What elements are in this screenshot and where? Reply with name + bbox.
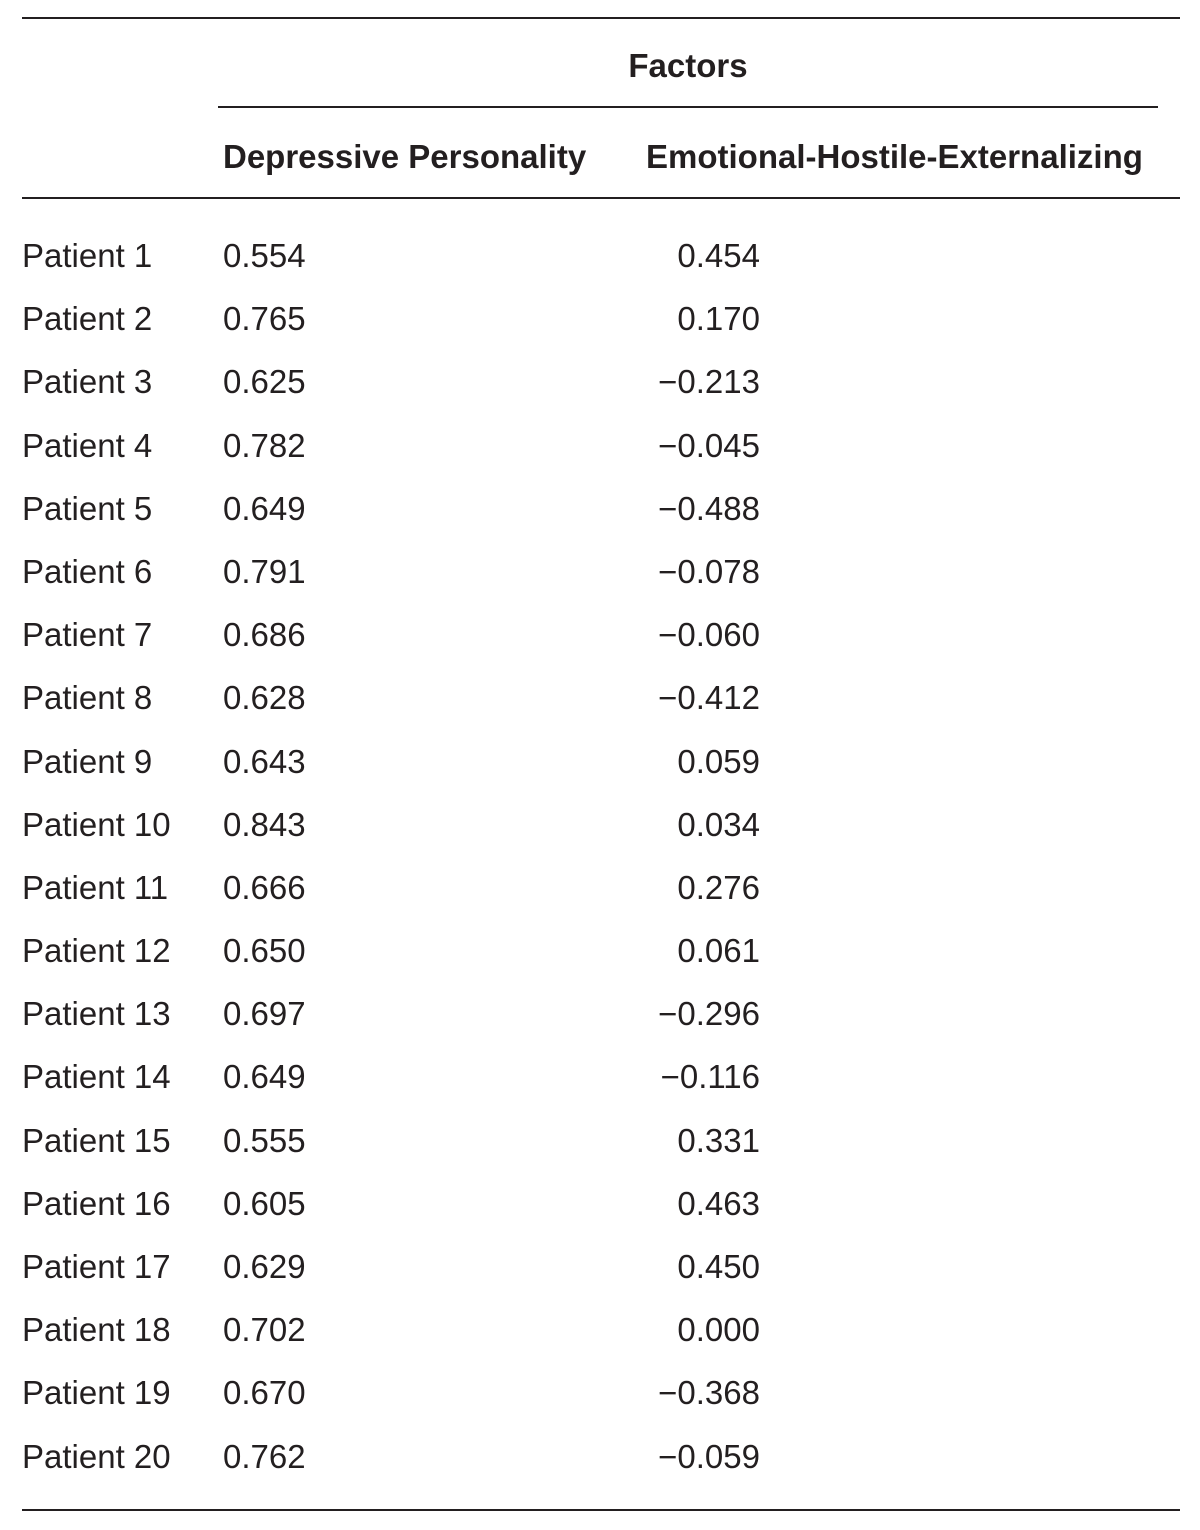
- depressive-personality-value: 0.782: [223, 426, 306, 464]
- column-header-depressive-personality: Depressive Personality: [223, 138, 587, 175]
- row-label: Patient 15: [22, 1121, 171, 1159]
- row-label: Patient 17: [22, 1248, 171, 1285]
- table-row: [0, 793, 1200, 856]
- table-row: [0, 919, 1200, 982]
- table-row: [0, 287, 1200, 350]
- emotional-hostile-externalizing-value: −0.412: [658, 679, 760, 717]
- depressive-personality-value: 0.554: [223, 237, 306, 274]
- bottom-rule: [22, 1509, 1180, 1511]
- column-header-emotional-hostile-externalizing: Emotional-Hostile-Externalizing: [646, 138, 1143, 175]
- depressive-personality-value: 0.650: [223, 932, 306, 970]
- table-row: [0, 414, 1200, 477]
- depressive-personality-value: 0.643: [223, 742, 306, 780]
- depressive-personality-value: 0.666: [223, 868, 306, 906]
- emotional-hostile-externalizing-value: 0.463: [677, 1184, 760, 1222]
- emotional-hostile-externalizing-value: −0.078: [658, 552, 760, 590]
- table-row: [0, 477, 1200, 540]
- emotional-hostile-externalizing-value: −0.060: [658, 616, 760, 654]
- emotional-hostile-externalizing-value: −0.488: [658, 489, 760, 527]
- row-label: Patient 12: [22, 932, 171, 970]
- spanner-rule: [218, 106, 1158, 108]
- row-label: Patient 3: [22, 363, 153, 401]
- depressive-personality-value: 0.605: [223, 1184, 306, 1222]
- depressive-personality-value: 0.670: [223, 1374, 306, 1412]
- row-label: Patient 4: [22, 426, 153, 464]
- depressive-personality-value: 0.791: [223, 552, 306, 590]
- depressive-personality-value: 0.762: [223, 1437, 306, 1475]
- table-row: [0, 1045, 1200, 1108]
- emotional-hostile-externalizing-value: 0.059: [677, 742, 760, 780]
- depressive-personality-value: 0.765: [223, 300, 306, 338]
- row-label: Patient 19: [22, 1374, 171, 1412]
- row-label: Patient 14: [22, 1058, 171, 1096]
- depressive-personality-value: 0.843: [223, 805, 306, 843]
- row-label: Patient 18: [22, 1311, 171, 1349]
- row-label: Patient 6: [22, 552, 153, 590]
- emotional-hostile-externalizing-value: −0.368: [658, 1374, 760, 1412]
- depressive-personality-value: 0.629: [223, 1248, 306, 1285]
- top-rule: [22, 17, 1180, 19]
- table-row: [0, 1235, 1200, 1298]
- emotional-hostile-externalizing-value: 0.000: [677, 1311, 760, 1349]
- table-row: [0, 1172, 1200, 1235]
- header-rule: [22, 197, 1180, 199]
- table-body: [0, 224, 1200, 1488]
- depressive-personality-value: 0.697: [223, 995, 306, 1033]
- table-row: [0, 1109, 1200, 1172]
- factors-spanner-heading: Factors: [628, 47, 748, 84]
- emotional-hostile-externalizing-value: 0.276: [677, 868, 760, 906]
- table-row: [0, 1425, 1200, 1488]
- row-label: Patient 5: [22, 489, 153, 527]
- table-row: [0, 350, 1200, 413]
- emotional-hostile-externalizing-value: −0.213: [658, 363, 760, 401]
- emotional-hostile-externalizing-value: −0.296: [658, 995, 760, 1033]
- emotional-hostile-externalizing-value: 0.170: [677, 300, 760, 338]
- table-row: [0, 982, 1200, 1045]
- row-label: Patient 8: [22, 679, 153, 717]
- emotional-hostile-externalizing-value: 0.034: [677, 805, 760, 843]
- table-row: [0, 666, 1200, 729]
- row-label: Patient 7: [22, 616, 153, 654]
- depressive-personality-value: 0.649: [223, 489, 306, 527]
- table-row: [0, 603, 1200, 666]
- row-label: Patient 11: [22, 868, 169, 906]
- row-label: Patient 20: [22, 1437, 171, 1475]
- depressive-personality-value: 0.625: [223, 363, 306, 401]
- table-row: [0, 856, 1200, 919]
- emotional-hostile-externalizing-value: 0.454: [677, 237, 760, 274]
- emotional-hostile-externalizing-value: 0.061: [677, 932, 760, 970]
- table-row: [0, 1298, 1200, 1361]
- depressive-personality-value: 0.628: [223, 679, 306, 717]
- table-row: [0, 224, 1200, 287]
- depressive-personality-value: 0.686: [223, 616, 306, 654]
- depressive-personality-value: 0.702: [223, 1311, 306, 1349]
- emotional-hostile-externalizing-value: 0.331: [677, 1121, 760, 1159]
- row-label: Patient 2: [22, 300, 153, 338]
- row-label: Patient 9: [22, 742, 153, 780]
- table-row: [0, 730, 1200, 793]
- emotional-hostile-externalizing-value: −0.116: [660, 1058, 760, 1096]
- emotional-hostile-externalizing-value: −0.045: [658, 426, 760, 464]
- emotional-hostile-externalizing-value: 0.450: [677, 1248, 760, 1285]
- depressive-personality-value: 0.649: [223, 1058, 306, 1096]
- row-label: Patient 10: [22, 805, 171, 843]
- table-row: [0, 1361, 1200, 1424]
- depressive-personality-value: 0.555: [223, 1121, 306, 1159]
- row-label: Patient 16: [22, 1184, 171, 1222]
- row-label: Patient 13: [22, 995, 171, 1033]
- table-row: [0, 540, 1200, 603]
- row-label: Patient 1: [22, 237, 153, 274]
- emotional-hostile-externalizing-value: −0.059: [658, 1437, 760, 1475]
